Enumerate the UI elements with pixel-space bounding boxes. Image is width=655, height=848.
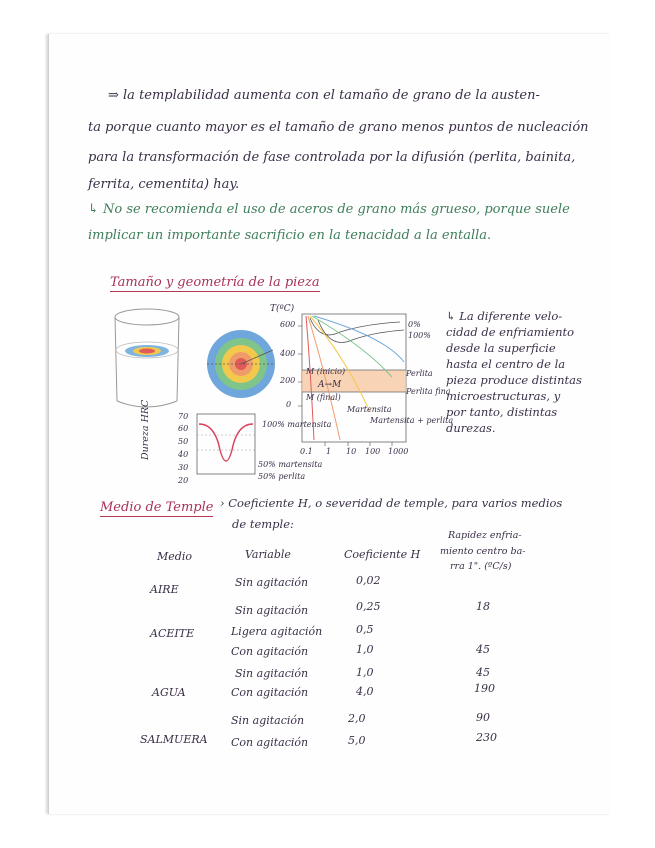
para1-line-2: ta porque cuanto mayor es el tamaño de grano menos puntos de nucleación [88, 120, 589, 135]
side-note-line: ↳ La diferente velo- [446, 309, 563, 323]
section-title-size-geometry: Tamaño y geometría de la pieza [110, 275, 320, 290]
temp-axis-label: T(ºC) [270, 304, 295, 314]
perlita-label: Perlita [406, 369, 433, 378]
row-rapidez: 18 [476, 600, 490, 613]
hardness-tick-40: 40 [178, 450, 189, 459]
group-aire: AIRE [150, 583, 179, 596]
pct-0-label: 0% [408, 320, 421, 329]
row-rapidez: 45 [476, 666, 490, 679]
row-variable: Sin agitación [235, 576, 309, 589]
row-rapidez: 45 [476, 643, 490, 656]
hardness-tick-50: 50 [178, 437, 189, 446]
side-note [446, 308, 582, 436]
row-variable: Sin agitación [231, 714, 305, 727]
row-rapidez: 190 [474, 682, 495, 695]
side-note-line: desde la superficie [446, 341, 556, 355]
para1-line-4: ferrita, cementita) hay. [88, 177, 240, 192]
hardness-tick-20: 20 [178, 476, 189, 485]
time-tick-100: 100 [365, 447, 381, 456]
para1-line-3: para la transformación de fase controlada por la difusión (perlita, bainita, [88, 150, 576, 165]
hardness-tick-60: 60 [178, 424, 189, 433]
label-100-martensita: 100% martensita [262, 420, 332, 429]
table-header-variable: Variable [245, 548, 291, 561]
hardness-axis-label: Dureza HRC [140, 399, 151, 460]
table-header-rapidez-1: Rapidez enfria- [448, 530, 522, 541]
time-tick-10: 10 [346, 447, 357, 456]
row-coef: 1,0 [356, 643, 374, 656]
temp-tick-400: 400 [280, 349, 296, 358]
row-coef: 0,25 [356, 600, 381, 613]
side-note-line: pieza produce distintas [446, 373, 582, 387]
group-aceite: ACEITE [150, 627, 195, 640]
a-m-label: A→M [318, 380, 342, 390]
side-note-line: hasta el centro de la [446, 357, 566, 371]
group-agua: AGUA [152, 686, 186, 699]
row-coef: 0,5 [356, 623, 374, 636]
section2-desc-line-1: › Coeficiente H, o severidad de temple, para varios medios [220, 496, 563, 510]
hardness-tick-70: 70 [178, 412, 189, 421]
side-note-line: por tanto, distintas [446, 405, 558, 419]
row-rapidez: 230 [476, 731, 497, 744]
row-variable: Con agitación [231, 686, 309, 699]
ms-label: M (inicio) [306, 367, 346, 376]
section2-desc-line-2: de temple: [232, 517, 294, 531]
perlita-fina-label: Perlita fina [406, 387, 451, 396]
label-50-martensita: 50% martensita [258, 460, 323, 469]
row-variable: Con agitación [231, 736, 309, 749]
row-coef: 2,0 [348, 712, 366, 725]
table-header-rapidez-2: miento centro ba- [440, 546, 526, 557]
martensita-perlita-label: Martensita + perlita [370, 416, 454, 425]
side-note-line: durezas. [446, 421, 496, 435]
time-tick-1: 1 [326, 447, 332, 456]
label-50-perlita: 50% perlita [258, 472, 306, 481]
time-tick-0-1: 0.1 [300, 447, 313, 456]
group-salmuera: SALMUERA [140, 733, 208, 746]
temp-tick-200: 200 [280, 376, 296, 385]
temp-tick-0: 0 [286, 400, 292, 409]
row-variable: Con agitación [231, 645, 309, 658]
mf-label: M (final) [306, 393, 341, 402]
section-title-quench-medium: Medio de Temple [100, 500, 214, 515]
side-note-line: cidad de enfriamiento [446, 325, 575, 339]
row-coef: 5,0 [348, 734, 366, 747]
temp-tick-600: 600 [280, 320, 296, 329]
table-header-rapidez-3: rra 1". (ºC/s) [450, 561, 512, 572]
row-variable: Sin agitación [235, 604, 309, 617]
pct-100-label: 100% [408, 331, 431, 340]
para1-line-1: ⇒ la templabilidad aumenta con el tamaño de grano de la austen- [108, 88, 540, 103]
para2-line-2: implicar un importante sacrificio en la tenacidad a la entalla. [88, 228, 492, 243]
hardness-tick-30: 30 [178, 463, 189, 472]
row-rapidez: 90 [476, 711, 490, 724]
row-coef: 1,0 [356, 666, 374, 679]
side-note-line: microestructuras, y [446, 389, 561, 403]
para2-line-1: ↳ No se recomienda el uso de aceros de grano más grueso, porque suele [88, 202, 570, 217]
row-variable: Sin agitación [235, 667, 309, 680]
martensita-label: Martensita [347, 405, 392, 414]
row-variable: Ligera agitación [231, 625, 323, 638]
row-coef: 0,02 [356, 574, 381, 587]
table-header-medio: Medio [157, 550, 192, 563]
row-coef: 4,0 [356, 685, 374, 698]
beaker-sketch [105, 305, 195, 415]
time-tick-1000: 1000 [388, 447, 409, 456]
table-header-coef: Coeficiente H [344, 548, 421, 561]
